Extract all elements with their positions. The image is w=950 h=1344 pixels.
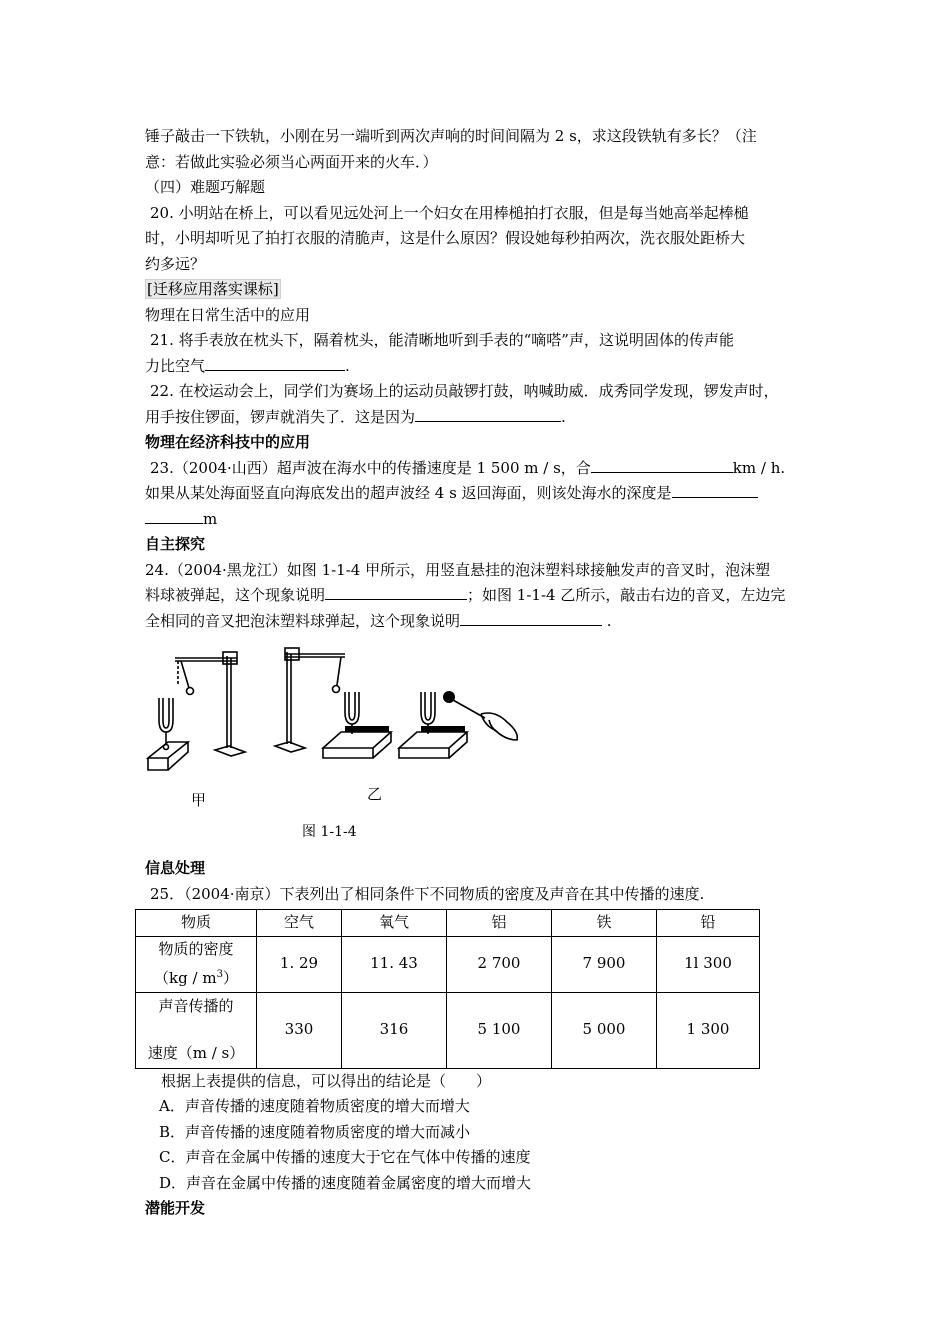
table-cell: 330: [257, 992, 342, 1068]
table-header-row: [136, 910, 760, 937]
question-25-prompt: 根据上表提供的信息，可以得出的结论是（ ）: [161, 1071, 492, 1090]
section-heading: （四）难题巧解题: [145, 178, 266, 196]
table-header-cell: 铝: [447, 910, 552, 937]
table-header-cell: 铅: [657, 910, 760, 937]
subsection-info-processing: 信息处理: [145, 859, 206, 877]
option-b: B．声音传播的速度随着物质密度的增大而减小: [159, 1122, 471, 1141]
section-title-transfer: [145, 277, 815, 303]
question-24-text: 料球被弹起，这个现象说明: [145, 586, 326, 604]
question-25-line: 25．（2004·南京）下表列出了相同条件下不同物质的密度及声音在其中传播的速度.: [150, 884, 705, 903]
table-row: [136, 992, 760, 1068]
question-23-line: [145, 481, 815, 507]
subsection-potential: 潜能开发: [145, 1199, 206, 1217]
question-20-line: 约多远？: [145, 254, 206, 273]
question-21-text: 力比空气: [145, 356, 206, 375]
table-row-label-sup: 3: [216, 969, 223, 980]
option-d: D．声音在金属中传播的速度随着金属密度的增大而增大: [159, 1173, 532, 1192]
table-cell: 1l 300: [657, 936, 760, 992]
table-header-cell: 铁: [552, 910, 657, 937]
table-cell: 1. 29: [257, 936, 342, 992]
subsection-self-explore: 自主探究: [145, 535, 206, 553]
question-23-text: 23.（2004·山西）超声波在海水中的传播速度是 1 500 m / s，合: [150, 458, 591, 477]
question-23-line: [145, 507, 815, 533]
text-line: 锤子敲击一下铁轨，小刚在另一端听到两次声响的时间间隔为 2 s，求这段铁轨有多长？（注: [145, 127, 757, 145]
table-row-label-line: 物质的密度: [158, 939, 234, 958]
table-row-label-line: [136, 962, 256, 992]
subsection-economy-tech: 物理在经济科技中的应用: [145, 433, 311, 451]
question-24-end: .: [602, 611, 612, 630]
table-header-cell: 氧气: [342, 910, 447, 937]
question-24-text: 全相同的音叉把泡沫塑料球弹起，这个现象说明: [145, 611, 461, 630]
table-cell: 7 900: [552, 936, 657, 992]
question-22-line: 22. 在校运动会上，同学们为赛场上的运动员敲锣打鼓，呐喊助威．成秀同学发现，锣发声时，: [150, 382, 779, 400]
question-21-line: [145, 354, 815, 380]
answer-blank: [205, 354, 345, 371]
table-header-cell: 空气: [257, 910, 342, 937]
table-row: [136, 936, 760, 992]
question-20-line: 20. 小明站在桥上，可以看见远处河上一个妇女在用棒槌拍打衣服，但是每当她高举起棒槌: [150, 203, 749, 222]
answer-blank: [672, 481, 758, 498]
table-cell: 1 300: [657, 992, 760, 1068]
table-row-label-line: 声音传播的: [158, 996, 234, 1015]
figure-label-jia: 甲: [191, 791, 207, 809]
table-row-label: [136, 992, 257, 1068]
option-a: A．声音传播的速度随着物质密度的增大而增大: [159, 1097, 470, 1115]
question-21-line: 21. 将手表放在枕头下，隔着枕头，能清晰地听到手表的“嘀嗒”声，这说明固体的传声能: [150, 331, 734, 349]
question-23-line: [145, 456, 815, 482]
answer-blank: [460, 609, 602, 626]
question-24-line: [145, 609, 815, 635]
question-22-text: 用手按住锣面，锣声就消失了．这是因为: [145, 407, 416, 426]
figure-1-1-4: [145, 640, 545, 840]
table-header-cell: 物质: [136, 910, 257, 937]
question-23-unit: m: [203, 509, 218, 528]
question-24-text: ；如图 1-1-4 乙所示，敲击右边的音叉，左边完: [467, 586, 786, 604]
density-speed-table: [135, 909, 760, 1069]
question-23-text: 如果从某处海面竖直向海底发出的超声波经 4 s 返回海面，则该处海水的深度是: [145, 484, 672, 502]
figure-label-yi: 乙: [367, 785, 383, 803]
answer-blank: [145, 507, 203, 524]
answer-blank: [325, 583, 467, 600]
question-21-end: .: [345, 356, 350, 375]
document-page: [145, 124, 815, 1222]
text-line: 意：若做此实验必须当心两面开来的火车．）: [145, 152, 438, 171]
table-cell: 316: [342, 992, 447, 1068]
figure-caption: 图 1-1-4: [302, 824, 357, 840]
subsection-daily-life: 物理在日常生活中的应用: [145, 305, 311, 324]
section-title-label: [迁移应用落实课标]: [147, 280, 279, 298]
question-24-line: [145, 583, 815, 609]
answer-blank: [591, 456, 733, 473]
table-cell: 5 100: [447, 992, 552, 1068]
table-row-label: [136, 936, 257, 992]
option-c: C．声音在金属中传播的速度大于它在气体中传播的速度: [159, 1148, 531, 1166]
question-23-unit: km / h.: [732, 458, 786, 477]
table-row-label-line: 速度（m / s）: [147, 1044, 245, 1062]
table-row-label-unit: （kg / m: [154, 969, 217, 987]
question-20-line: 时，小明却听见了拍打衣服的清脆声，这是什么原因？假设她每秒拍两次，洗衣服处距桥大: [145, 229, 746, 247]
table-cell: 2 700: [447, 936, 552, 992]
answer-blank: [415, 405, 561, 422]
table-cell: 5 000: [552, 992, 657, 1068]
question-22-line: [145, 405, 815, 431]
table-cell: 11. 43: [342, 936, 447, 992]
table-row-label-close: ）: [222, 969, 238, 987]
question-24-line: 24.（2004·黑龙江）如图 1-1-4 甲所示，用竖直悬挂的泡沫塑料球接触发声的音叉时，泡沫塑: [145, 560, 771, 579]
question-22-end: .: [561, 407, 566, 426]
